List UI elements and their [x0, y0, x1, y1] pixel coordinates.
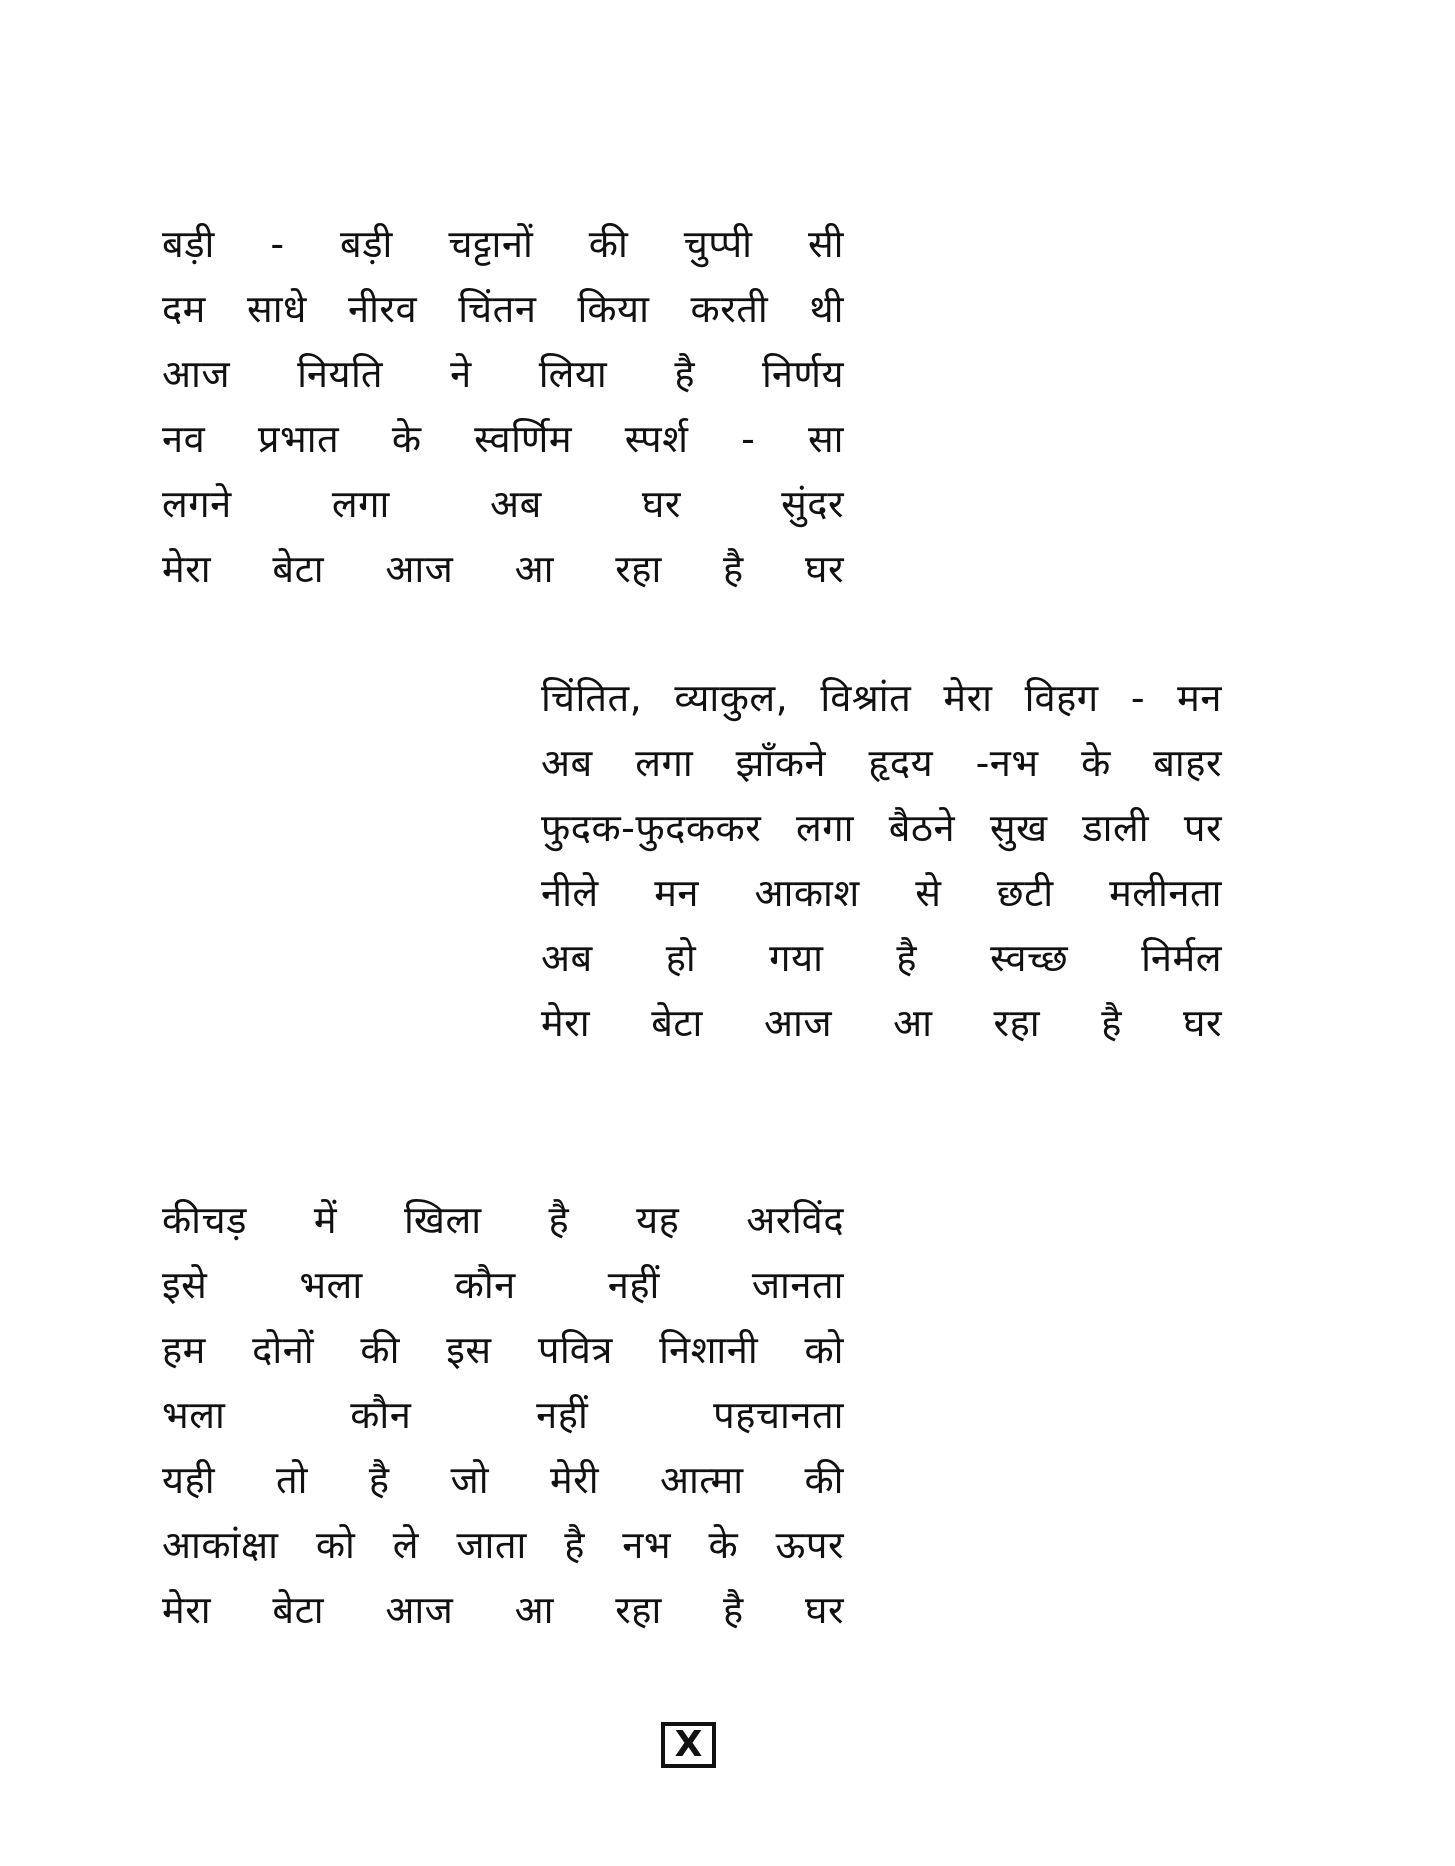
poem-line: कीचड़ में खिला है यह अरविंद — [162, 1198, 844, 1242]
poem-line: आज नियति ने लिया है निर्णय — [162, 352, 844, 396]
stanza-1 — [162, 212, 844, 602]
poem-line: आकांक्षा को ले जाता है नभ के ऊपर — [162, 1523, 844, 1567]
stanza-2 — [541, 666, 1222, 1056]
poem-line: फुदक-फुदककर लगा बैठने सुख डाली पर — [541, 806, 1222, 850]
poem-line: हम दोनों की इस पवित्र निशानी को — [162, 1328, 844, 1372]
poem-line: मेरा बेटा आज आ रहा है घर — [541, 1001, 1222, 1045]
poem-line: बड़ी - बड़ी चट्टानों की चुप्पी सी — [162, 222, 844, 266]
poem-line: मेरा बेटा आज आ रहा है घर — [162, 1588, 844, 1632]
poem-line: भला कौन नहीं पहचानता — [162, 1393, 844, 1437]
poem-line: नीले मन आकाश से छटी मलीनता — [541, 871, 1222, 915]
poem-line: यही तो है जो मेरी आत्मा की — [162, 1458, 844, 1502]
poem-line: दम साधे नीरव चिंतन किया करती थी — [162, 287, 844, 331]
page-number-mark: X — [661, 1722, 716, 1768]
poem-line: चिंतित, व्याकुल, विश्रांत मेरा विहग - मन — [541, 676, 1222, 720]
poem-line: लगने लगा अब घर सुंदर — [162, 482, 844, 526]
poem-line: नव प्रभात के स्वर्णिम स्पर्श - सा — [162, 417, 844, 461]
poem-line: अब हो गया है स्वच्छ निर्मल — [541, 936, 1222, 980]
poem-line: अब लगा झाँकने हृदय -नभ के बाहर — [541, 741, 1222, 785]
stanza-3 — [162, 1188, 844, 1643]
poem-line: मेरा बेटा आज आ रहा है घर — [162, 547, 844, 591]
poem-line: इसे भला कौन नहीं जानता — [162, 1263, 844, 1307]
